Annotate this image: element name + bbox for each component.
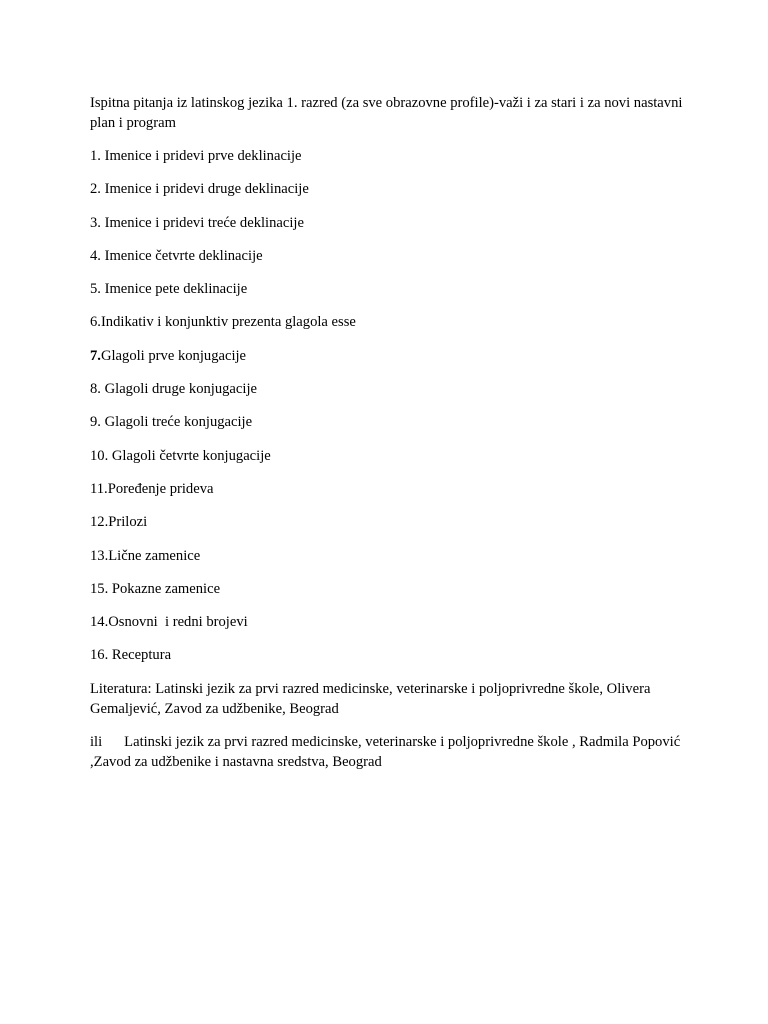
- list-item: 8. Glagoli druge konjugacije: [90, 381, 257, 398]
- literature-paragraph: Literatura: Latinski jezik za prvi razred medicinske, veterinarske i poljoprivredne škole, Olivera Gemaljević, Zavod za udžbenike, Beograd: [90, 680, 651, 717]
- list-item: 12.Prilozi: [90, 514, 148, 531]
- list-item: 14.Osnovni i redni brojevi: [90, 614, 248, 631]
- list-item: 11.Poređenje prideva: [90, 480, 214, 497]
- item-number: 7.: [90, 347, 101, 364]
- item-text: Glagoli prve konjugacije: [100, 347, 247, 364]
- list-item: 4. Imenice četvrte deklinacije: [90, 247, 263, 264]
- list-item: 16. Receptura: [90, 647, 172, 664]
- document-heading: Ispitna pitanja iz latinskog jezika 1. razred (za sve obrazovne profile)-važi i za stari i za novi nastavni plan i program: [90, 95, 683, 131]
- alt-prefix: ili: [90, 733, 103, 750]
- list-item: 15. Pokazne zamenice: [90, 580, 221, 597]
- list-item: 1. Imenice i pridevi prve deklinacije: [90, 148, 302, 164]
- alt-text: Latinski jezik za prvi razred medicinske, veterinarske i poljoprivredne škole , Radmila Popović ,Zavod za udžbenike i nastavna sredstva, Beograd: [90, 733, 681, 770]
- list-item: [90, 346, 690, 366]
- question-list: [90, 146, 690, 665]
- list-item: 5. Imenice pete deklinacije: [90, 281, 248, 298]
- list-item: 13.Lične zamenice: [90, 547, 201, 564]
- document-page: [90, 93, 690, 772]
- literature-alternative: [90, 732, 690, 772]
- list-item: 10. Glagoli četvrte konjugacije: [90, 447, 271, 464]
- list-item: 2. Imenice i pridevi druge deklinacije: [90, 181, 309, 198]
- list-item: 3. Imenice i pridevi treće deklinacije: [90, 214, 304, 231]
- list-item: 9. Glagoli treće konjugacije: [90, 414, 253, 431]
- list-item: 6.Indikativ i konjunktiv prezenta glagola esse: [90, 314, 356, 331]
